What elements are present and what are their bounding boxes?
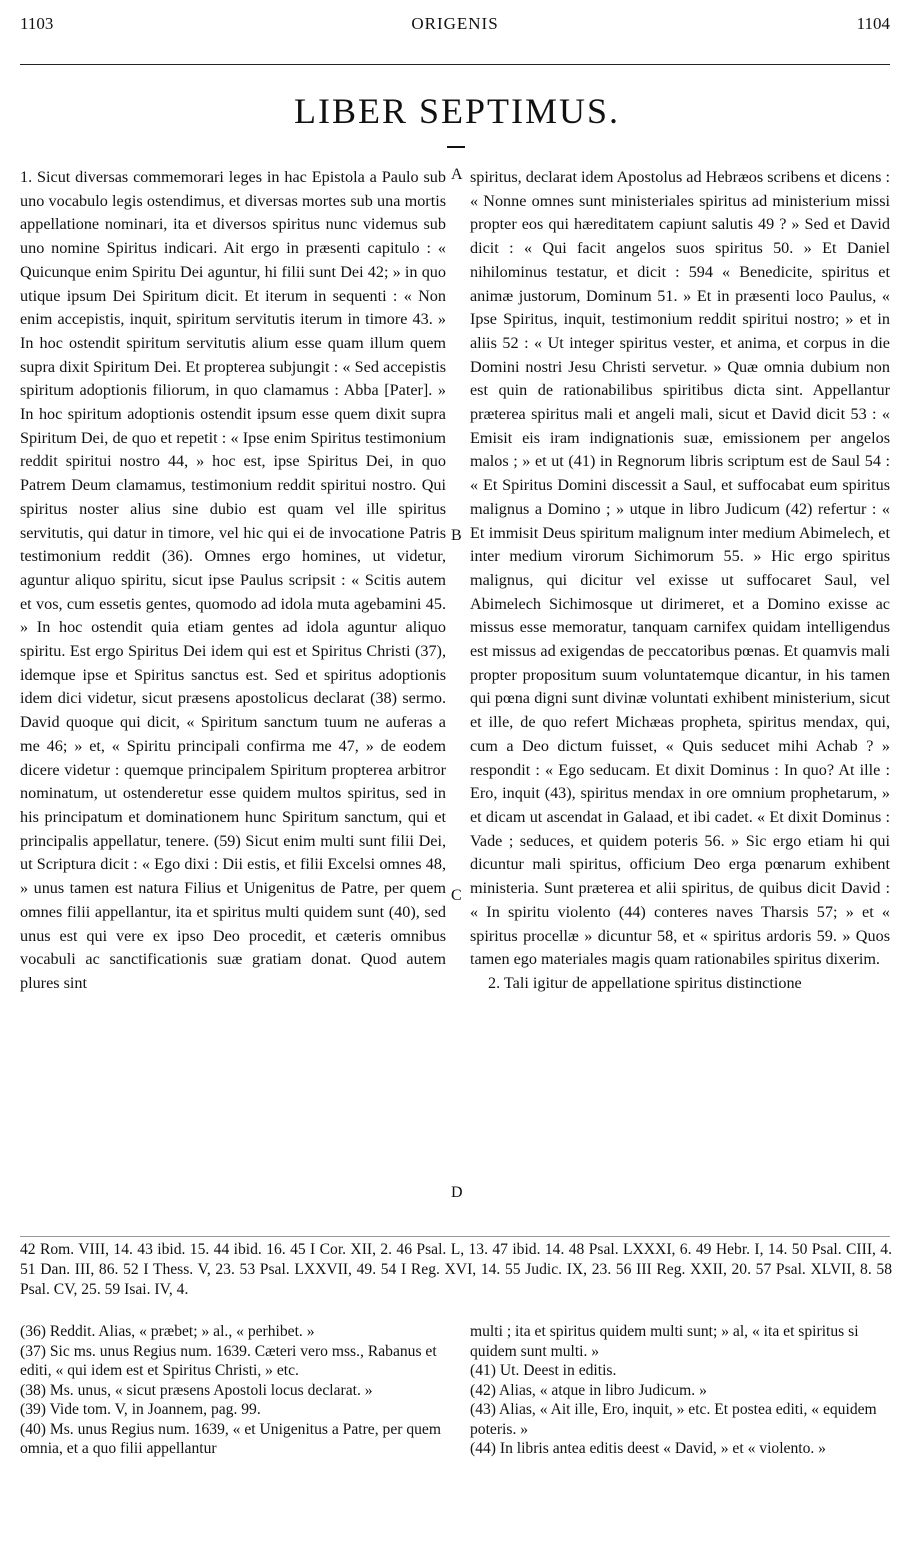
note-38: (38) Ms. unus, « sicut præsens Apostoli locus declarat. »	[20, 1381, 373, 1399]
chapter-title: LIBER SEPTIMUS.	[293, 91, 621, 131]
note-40-continued: multi ; ita et spiritus quidem multi sunt; » al, « ita et spiritus si quidem sunt multi. »	[470, 1323, 859, 1360]
editor-notes-left	[20, 1322, 446, 1459]
margin-mark-d: D	[451, 1184, 463, 1201]
editor-notes-right	[470, 1322, 890, 1459]
margin-mark-c: C	[451, 887, 462, 904]
left-column	[20, 166, 446, 996]
running-header	[20, 14, 890, 36]
right-column	[470, 166, 890, 996]
note-37: (37) Sic ms. unus Regius num. 1639. Cæteri vero mss., Rabanus et editi, « qui idem est et Spiritus Christi, » etc.	[20, 1342, 437, 1379]
scripture-references: 42 Rom. VIII, 14. 43 ibid. 15. 44 ibid. 16. 45 I Cor. XII, 2. 46 Psal. L, 13. 47 ibid. 14. 48 Psal. LXXXI, 6. 49 Hebr. I, 14. 50 Psal. CIII, 4. 51 Dan. III, 86. 52 I Thess. V, 23. 53 Psal. LXXVII, 49. 54 I Reg. XVI, 14. 55 Judic. IX, 23. 56 III Reg. XXII, 20. 57 Psal. XLVII, 8. 58 Psal. CV, 25. 59 Isai. IV, 4.	[20, 1241, 892, 1298]
right-column-text: spiritus, declarat idem Apostolus ad Hebræos scribens et dicens : « Nonne omnes sunt ministeriales spiritus ad ministerium missi propter eos qui hæreditatem capiunt salutis 49 ? » Sed et David dicit : « Qui facit angelos suos spiritus 50. » Et Daniel nihilominus testatur, et dicit : 594 « Benedicite, spiritus et animæ justorum, Dominum 51. » Et in præsenti loco Paulus, « Ipse Spiritus, inquit, testimonium reddit spiritui nostro; » et in aliis 52 : « Ut integer spiritus vester, et anima, et corpus in die Domini nostri Jesu Christi servetur. » Quæ omnia dubium non est quin de rationabilibus spiritibus dicta sint. Appellantur præterea spiritus mali et angeli mali, sicut et David dicit 53 : « Emisit eis iram indignationis suæ, emissionem per angelos malos ; » et ut (41) in Regnorum libris scriptum est de Saul 54 : « Et Spiritus Domini discessit a Saul, et suffocabat eum spiritus malignus a Domino ; » utque in libro Judicum (42) refertur : « Et immisit Deus spiritum malignum inter medium Abimelech, et inter medium virorum Sichimorum 55. » Hic ergo spiritus malignus, qui dicitur vel exisse ut suffocaret Saul, vel Abimelech Sichimosque ut dirimeret, et a Domino exisse ac missus esse memoratur, tanquam carnifex quidam intelligendus est missus ad exigendas de peccatoribus pœnas. Et quamvis mali propter propositum suum voluntatemque dicantur, in his tamen qui pœna digni sunt divinæ voluntati exhibent ministerium, sicut et ille, de quo refert Michæas propheta, spiritus mendax, qui, cum a Deo dictum fuisset, « Quis seducet mihi Achab ? » respondit : « Ego seducam. Et dixit Dominus : In quo? At ille : Ero, inquit (43), spiritus mendax in ore omnium prophetarum, » et dicam ut ascendat in Galaad, et ibi cadet. « Et dixit Dominus : Vade ; seduces, et quidem poteris 56. » Sic ergo etiam hi qui dicuntur mali spiritus, officium Deo erga pœnarum exhibent ministeria. Sunt præterea et alii spiritus, de quibus dicit David : « In spiritu violento (44) conteres naves Tharsis 57; » et « spiritus procellæ » dicuntur 58, et « spiritus ardoris 59. » Quos tamen ego materiales magis quam rationabiles spiritus dixerim.	[470, 168, 890, 969]
margin-mark-b: B	[451, 527, 462, 544]
margin-mark-a: A	[451, 166, 463, 183]
left-column-text: 1. Sicut diversas commemorari leges in hac Epistola a Paulo sub uno vocabulo legis ostendimus, et diversas mortes sub una mortis appellatione nominari, ita et diversos spiritus nunc videmus sub uno nomine Spiritus indicari. Ait ergo in præsenti capitulo : « Quicunque enim Spiritu Dei aguntur, hi filii sunt Dei 42; » in quo utique ipsum Dei Spiritum dicit. Et iterum in sequenti : « Non enim accepistis, inquit, spiritum servitutis iterum in timore 43. » In hoc ostendit spiritum servitutis alium esse quam illum quem supra dixit Spiritum Dei. Et propterea subjungit : « Sed accepistis spiritum adoptionis filiorum, in quo clamamus : Abba [Pater]. » In hoc spiritum adoptionis ostendit ipsum esse quem dixit supra Spiritum Dei, de quo et repetit : « Ipse enim Spiritus testimonium reddit spiritui nostro 44, » hoc est, ipse Spiritus Dei, in quo Patrem Deum clamamus, testimonium reddit spiritui nostro. Qui spiritus noster alius sine dubio est quam vel ille spiritus servitutis, qui datur in timore, vel hic qui ei de invocatione Patris testimonium reddit (36). Omnes ergo homines, ut videtur, aguntur aliquo spiritu, sicut ipse Paulus scripsit : « Scitis autem et vos, cum essetis gentes, quomodo ad idola muta agebamini 45. » In hoc ostendit quia etiam gentes ad idola aguntur aliquo spiritu. Est ergo Spiritus Dei idem qui est et Spiritus Christi (37), idemque ipse et Spiritus sanctus est. Sed et spiritus adoptionis idem dici videtur, sicut præsens apostolicus declarat (38) sermo. David quoque qui dicit, « Spiritum sanctum tuum ne auferas a me 46; » et, « Spiritu principali confirma me 47, » de eodem dicere videtur : quemque principalem Spiritum propterea arbitror nominatum, ut ostenderetur esse quidem multos spiritus, sed in his principatum et dominationem hunc Spiritum sanctum, qui et principalis appellatur, tenere. (59) Sicut enim multi sunt filii Dei, ut Scriptura dicit : « Ego dixi : Dii estis, et filii Excelsi omnes 48, » unus tamen est natura Filius et Unigenitus de Patre, per quem omnes filii appellantur, ita et spiritus multi quidem sunt (40), sed unus est qui vere ex ipso Deo procedit, et cæteris omnibus vocabuli ac sanctificationis suæ gratiam donat. Quod autem plures sint	[20, 168, 446, 992]
header-rule	[20, 64, 890, 65]
note-43: (43) Alias, « Ait ille, Ero, inquit, » etc. Et postea editi, « equidem poteris. »	[470, 1401, 877, 1438]
note-41: (41) Ut. Deest in editis.	[470, 1362, 617, 1379]
note-42: (42) Alias, « atque in libro Judicum. »	[470, 1381, 707, 1399]
running-title: ORIGENIS	[411, 14, 499, 33]
note-39: (39) Vide tom. V, in Joannem, pag. 99.	[20, 1401, 261, 1418]
footnote-rule	[20, 1236, 890, 1237]
note-40: (40) Ms. unus Regius num. 1639, « et Unigenitus a Patre, per quem omnia, et a quo filii appellantur	[20, 1420, 441, 1457]
page-number-right: 1104	[856, 14, 890, 33]
right-column-paragraph-2: 2. Tali igitur de appellatione spiritus distinctione	[488, 973, 802, 992]
title-dash	[447, 146, 465, 148]
note-44: (44) In libris antea editis deest « David, » et « violento. »	[470, 1440, 826, 1457]
note-36: (36) Reddit. Alias, « præbet; » al., « perhibet. »	[20, 1323, 315, 1340]
page-number-left: 1103	[20, 14, 54, 33]
